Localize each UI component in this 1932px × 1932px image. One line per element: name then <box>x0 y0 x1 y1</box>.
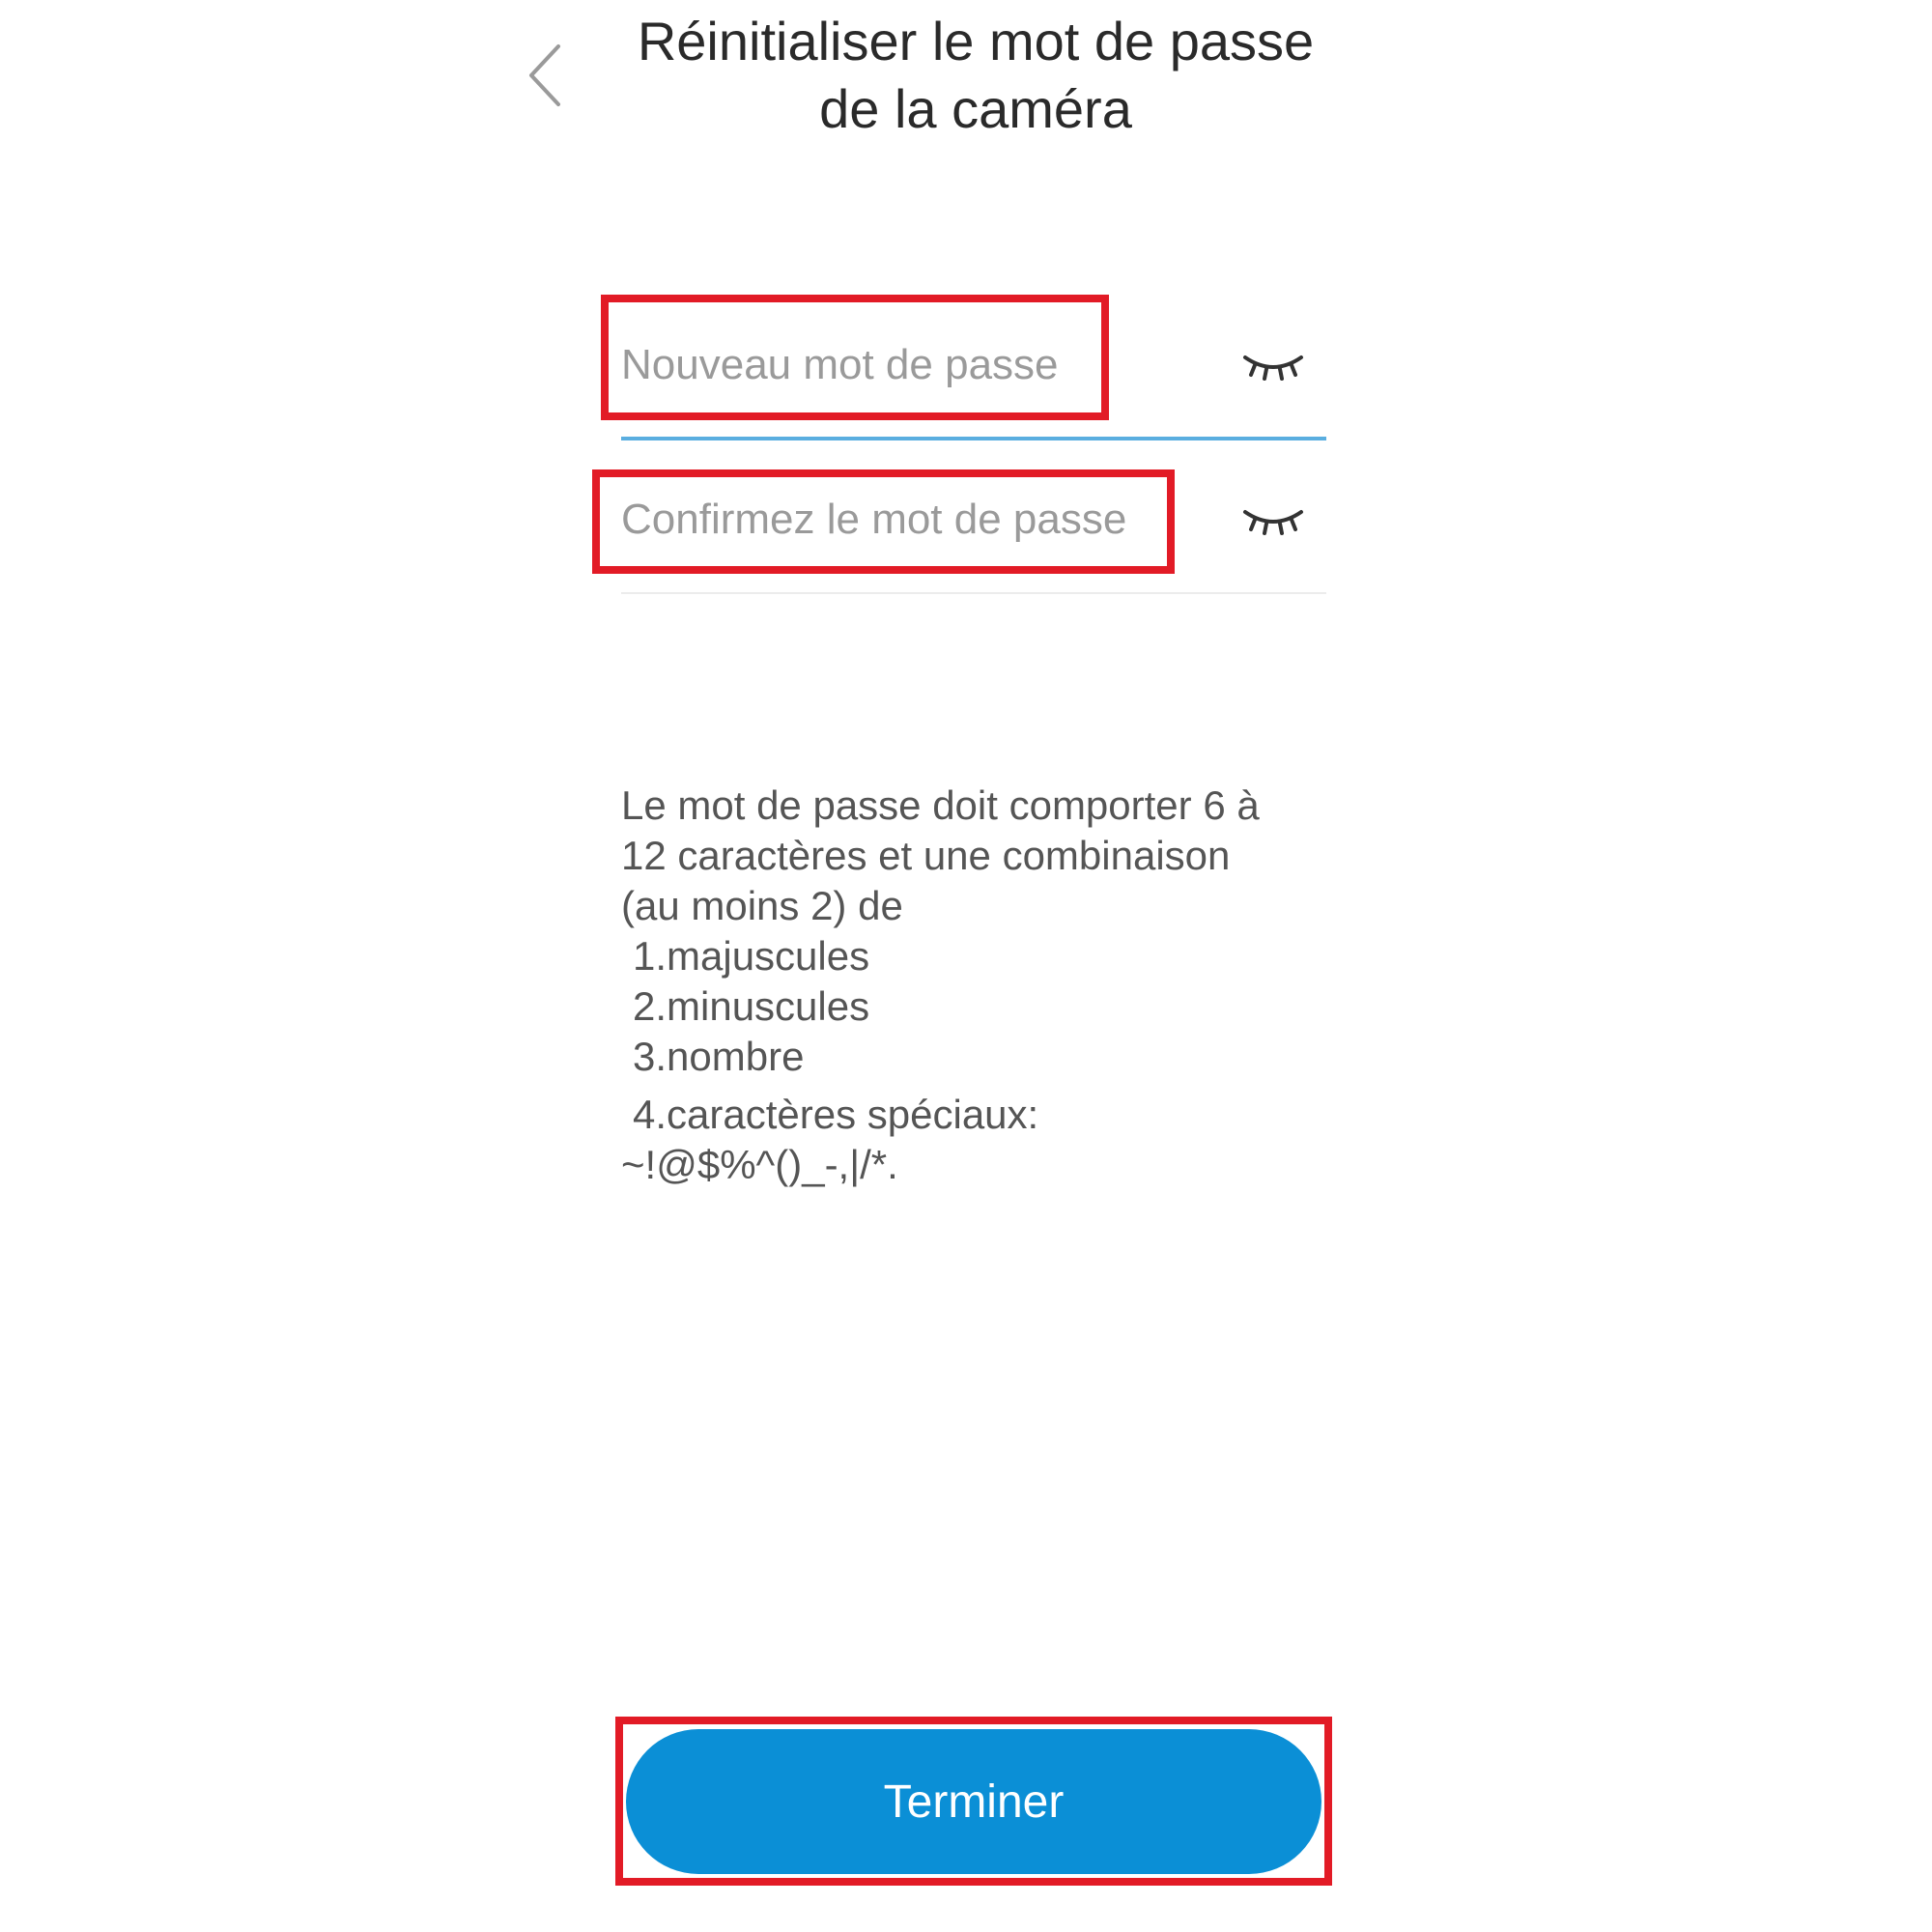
requirement-item-lowercase: 2.minuscules <box>633 983 870 1029</box>
password-requirements <box>621 781 1355 1190</box>
confirm-password-visibility-toggle[interactable] <box>1239 498 1307 541</box>
new-password-input[interactable] <box>621 317 1201 413</box>
confirm-password-underline <box>621 592 1326 594</box>
special-characters: ~!@$%^()_-,|/*. <box>621 1142 898 1187</box>
confirm-password-row <box>621 471 1326 568</box>
chevron-left-icon <box>522 39 572 108</box>
new-password-underline <box>621 437 1326 440</box>
page-title-line-2: de la caméra <box>819 78 1132 139</box>
page-title-line-1: Réinitialiser le mot de passe <box>637 11 1315 71</box>
page-title <box>580 8 1372 143</box>
eye-closed-icon <box>1239 498 1307 541</box>
requirement-item-special: 4.caractères spéciaux: <box>633 1092 1039 1137</box>
requirement-item-uppercase: 1.majuscules <box>633 933 870 979</box>
requirements-line: (au moins 2) de <box>621 883 903 928</box>
new-password-row <box>621 317 1326 413</box>
confirm-password-input[interactable] <box>621 471 1201 568</box>
done-button[interactable]: Terminer <box>626 1729 1321 1874</box>
new-password-visibility-toggle[interactable] <box>1239 344 1307 386</box>
requirements-line: Le mot de passe doit comporter 6 à <box>621 782 1260 828</box>
back-button[interactable] <box>522 39 572 108</box>
eye-closed-icon <box>1239 344 1307 386</box>
requirements-line: 12 caractères et une combinaison <box>621 833 1231 878</box>
requirement-item-number: 3.nombre <box>633 1034 805 1079</box>
